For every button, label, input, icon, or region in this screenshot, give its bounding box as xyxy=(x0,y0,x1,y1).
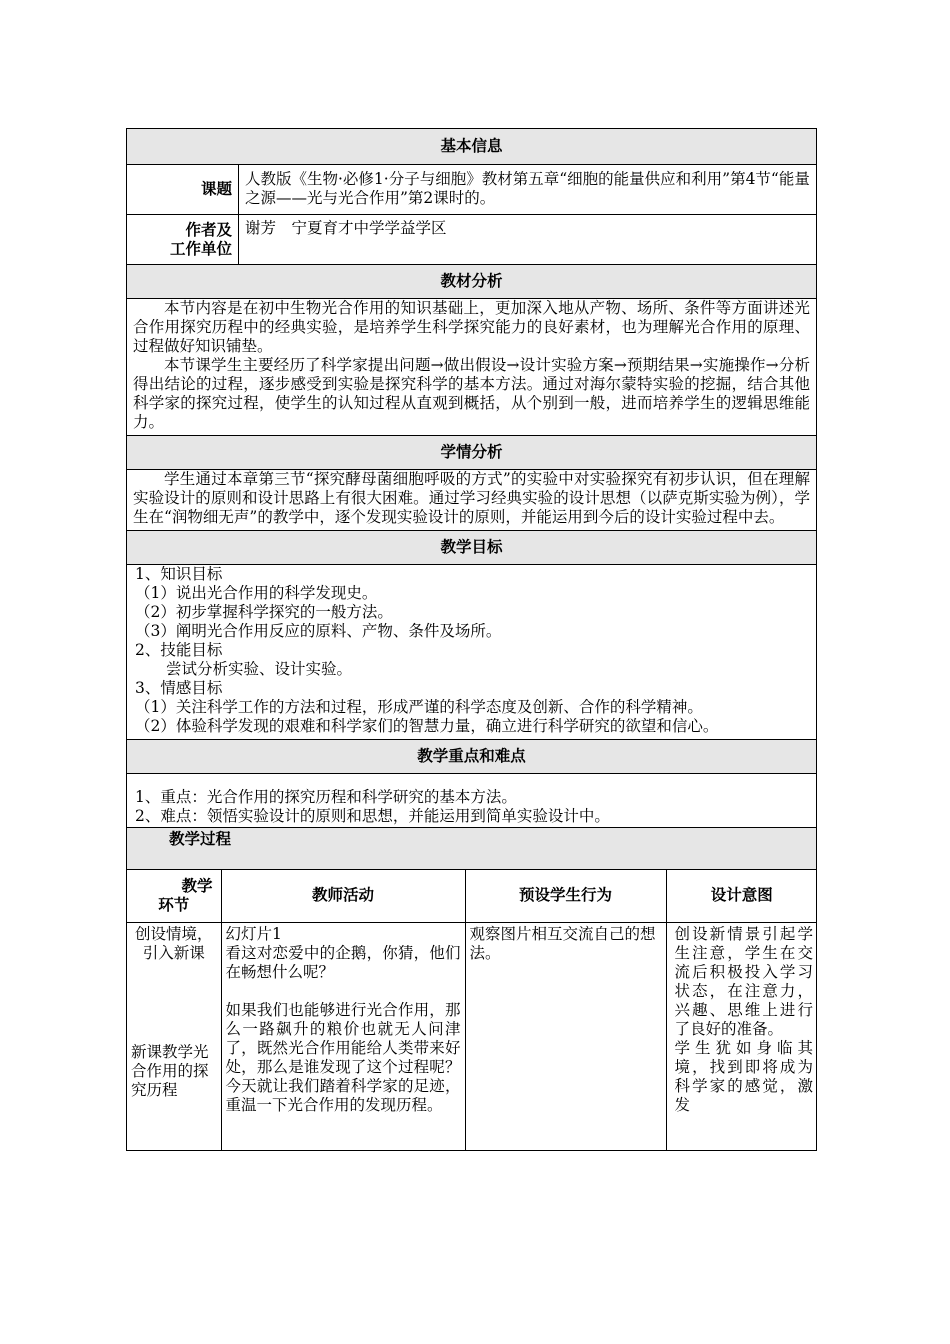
student-analysis-header: 学情分析 xyxy=(127,436,817,470)
basic-info-header: 基本信息 xyxy=(127,129,817,165)
key-points-header: 教学重点和难点 xyxy=(127,740,817,774)
author-label xyxy=(127,215,239,265)
key-point-focus: 1、重点：光合作用的探究历程和科学研究的基本方法。 xyxy=(135,788,517,806)
stage-spacer xyxy=(131,963,217,1043)
key-points-row xyxy=(127,774,817,828)
skill-objective-item: 尝试分析实验、设计实验。 xyxy=(166,660,353,678)
student-column-header: 预设学生行为 xyxy=(465,870,666,922)
basic-info-header-row xyxy=(127,129,817,165)
stage-column-header-line-2: 环节 xyxy=(158,895,190,914)
author-text: 谢芳 宁夏育才中学学益学区 xyxy=(239,215,817,265)
teacher-activity-text-1: 看这对恋爱中的企鹅，你猜，他们在畅想什么呢？ xyxy=(225,943,461,981)
textbook-analysis-paragraph-2: 本节课学生主要经历了科学家提出问题→做出假设→设计实验方案→预期结果→实施操作→分析得出结论的过程，逐步感受到实验是探究科学的基本方法。通过对海尔蒙特实验的挖掘，结合其他科学家的探究过程，使学生的认知过程从直观到概括，从个别到一般，进而培养学生的逻辑思维能力。 xyxy=(133,356,811,431)
stage-column-header xyxy=(127,870,221,922)
key-points-body xyxy=(127,774,817,828)
skill-objective-title: 2、技能目标 xyxy=(135,641,223,659)
objectives-header: 教学目标 xyxy=(127,531,817,565)
stage-intro: 创设情境，引入新课 xyxy=(134,924,213,962)
emotion-objective-item-2: （2）体验科学发现的艰难和科学家们的智慧力量，确立进行科学研究的欲望和信心。 xyxy=(135,717,719,735)
knowledge-objective-item-2: （2）初步掌握科学探究的一般方法。 xyxy=(135,603,393,621)
lesson-plan-table xyxy=(126,128,817,1151)
textbook-analysis-body xyxy=(127,299,817,436)
student-analysis-header-row xyxy=(127,436,817,470)
author-label-line-1: 作者及 xyxy=(185,220,232,239)
process-table-cell xyxy=(127,870,817,1151)
design-intent-cell xyxy=(666,922,817,1150)
topic-row xyxy=(127,165,817,215)
teacher-activity-text-2: 如果我们也能够进行光合作用，那么一路飙升的粮价也就无人问津了，既然光合作用能给人类带来好处，那么是谁发现了这个过程呢？今天就让我们踏着科学家的足迹，重温一下光合作用的发现历程。 xyxy=(225,1000,461,1114)
student-behavior-cell xyxy=(465,922,666,1150)
author-label-line-2: 工作单位 xyxy=(169,239,232,258)
topic-label: 课题 xyxy=(127,165,239,215)
key-points-header-row xyxy=(127,740,817,774)
textbook-analysis-paragraph-1: 本节内容是在初中生物光合作用的知识基础上，更加深入地从产物、场所、条件等方面讲述光合作用探究历程中的经典实验，是培养学生科学探究能力的良好素材，也为理解光合作用的原理、过程做好知识铺垫。 xyxy=(133,299,811,355)
teacher-activity-cell xyxy=(221,922,465,1150)
textbook-analysis-row xyxy=(127,299,817,436)
emotion-objective-title: 3、情感目标 xyxy=(135,679,223,697)
process-header: 教学过程 xyxy=(127,828,817,870)
process-table-row xyxy=(127,870,817,1151)
process-column-header-row xyxy=(127,870,817,922)
design-intent-text-2: 学生犹如身临其境，找到即将成为科学家的感觉，激发 xyxy=(674,1038,813,1114)
student-analysis-row xyxy=(127,470,817,531)
knowledge-objective-item-1: （1）说出光合作用的科学发现史。 xyxy=(135,584,378,602)
process-row-1 xyxy=(127,922,817,1150)
objectives-row xyxy=(127,565,817,740)
emotion-objective-item-1: （1）关注科学工作的方法和过程，形成严谨的科学态度及创新、合作的科学精神。 xyxy=(135,698,703,716)
textbook-analysis-header-row xyxy=(127,265,817,299)
student-analysis-paragraph: 学生通过本章第三节“探究酵母菌细胞呼吸的方式”的实验中对实验探究有初步认识，但在理解实验设计的原则和设计思路上有很大困难。通过学习经典实验的设计思想（以萨克斯实验为例），学生在“润物细无声”的教学中，逐个发现实验设计的原则，并能运用到今后的设计实验过程中去。 xyxy=(133,470,811,526)
author-row xyxy=(127,215,817,265)
stage-new-lesson: 新课教学光合作用的探究历程 xyxy=(131,1042,209,1099)
stage-cell xyxy=(127,922,221,1150)
stage-column-header-line-1: 教学 xyxy=(181,876,213,895)
topic-text: 人教版《生物·必修1·分子与细胞》教材第五章“细胞的能量供应和利用”第4节“能量之源——光与光合作用”第2课时的。 xyxy=(239,165,817,215)
intent-column-header: 设计意图 xyxy=(666,870,817,922)
teacher-column-header: 教师活动 xyxy=(221,870,465,922)
student-behavior-text: 观察图片相互交流自己的想法。 xyxy=(469,924,656,962)
textbook-analysis-header: 教材分析 xyxy=(127,265,817,299)
knowledge-objective-item-3: （3）阐明光合作用反应的原料、产物、条件及场所。 xyxy=(135,622,502,640)
student-analysis-body xyxy=(127,470,817,531)
objectives-header-row xyxy=(127,531,817,565)
teacher-slide-label: 幻灯片1 xyxy=(225,924,282,943)
design-intent-text-1: 创设新情景引起学生注意，学生在交流后积极投入学习状态，在注意力，兴趣、思维上进行了良好的准备。 xyxy=(674,924,813,1038)
objectives-body xyxy=(127,565,817,740)
process-table xyxy=(127,870,817,1150)
knowledge-objective-title: 1、知识目标 xyxy=(135,565,223,583)
teacher-activity-gap xyxy=(226,982,461,1001)
key-point-difficulty: 2、难点：领悟实验设计的原则和思想，并能运用到简单实验设计中。 xyxy=(135,807,610,825)
process-header-row xyxy=(127,828,817,870)
